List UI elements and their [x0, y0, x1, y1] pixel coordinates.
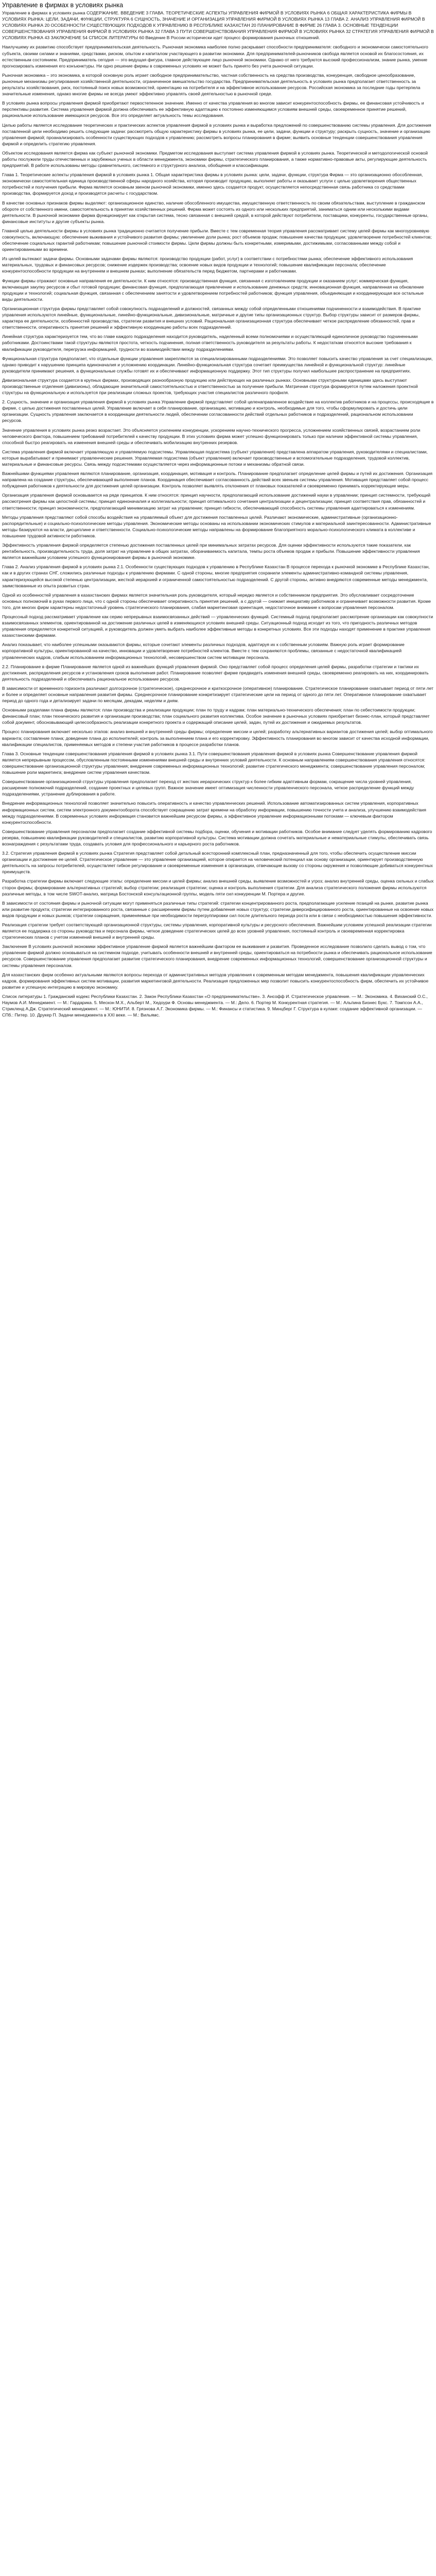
- paragraph: 2.2. Планирование в фирме Планирование является одной из важнейших функций управления фирмой. Оно представляет собой процесс определения целей фирмы, разработки стратегии и тактики их достижения, распределения ресурсов и установления сроков выполнения работ. Планирование позволяет фирме предвидеть изменения внешней среды, своевременно реагировать на них, координировать деятельность подразделений и обеспечивать рациональное использование ресурсов.: [2, 664, 429, 682]
- paragraph: Внедрение информационных технологий позволяет значительно повысить оперативность и качество управленческих решений. Использование автоматизированных систем управления, корпоративных информационных систем, систем электронного документооборота способствует сокращению затрат времени на обработку информации, повышению точности учета и анализа, улучшению взаимодействия между подразделениями. В современных условиях информация становится важнейшим ресурсом фирмы, а эффективное управление информационными потоками — ключевым фактором конкурентоспособности.: [2, 801, 426, 825]
- paragraph: Для казахстанских фирм особенно актуальными являются вопросы перехода от административных методов управления к современным методам менеджмента, повышения квалификации управленческих кадров, формирования эффективных систем мотивации, развития маркетинговой деятельности. Реализация предложенных мер позволит повысить конкурентоспособность фирм, обеспечить их устойчивое развитие и успешную интеграцию в мировую экономику.: [2, 972, 429, 990]
- paragraph: Глава 1. Теоретические аспекты управления фирмой в условиях рынка 1. Общая характеристика фирмы в условиях рынка: цели, задачи, функции, структура Фирма — это организационно обособленная, экономически самостоятельная единица производственной сферы народного хозяйства, которая производит продукцию, выполняет работы и оказывает услуги с целью удовлетворения общественных потребностей и получения прибыли. Фирма является основным звеном рыночной экономики, именно здесь создается продукт, осуществляется непосредственная связь работника со средствами производства, формируется доход и производятся расчеты с государством.: [2, 172, 423, 196]
- paragraph: Наилучшему их развитию способствует предпринимательская деятельность. Рыночная экономика наиболее полно раскрывает способности предпринимателя: свободного и экономически самостоятельного субъекта, своими силами и знаниями, средствами, риском, опытом и капиталом участвующего в развитии экономики. Для предпринимателей-рыночников свобода является основой их благосостояния, их естественным состоянием. Предприниматель сегодня — это ведущая фигура, главное действующее лицо рыночной экономики. Однако от него требуются высокий профессионализм, знание рынка, умение прогнозировать изменения его конъюнктуры. Ни одно решение фирмы в современных условиях не может быть принято без учета рыночной ситуации.: [2, 44, 428, 69]
- paragraph: Главной целью деятельности фирмы в условиях рынка традиционно считается получение прибыли. Вместе с тем современная теория управления рассматривает систему целей фирмы как многоуровневую совокупность, включающую: обеспечение выживания и устойчивого развития фирмы; увеличение доли рынка; рост объемов продаж; повышение качества продукции; удовлетворение потребностей клиентов; обеспечение социальных гарантий работникам; повышение рыночной стоимости фирмы. Цели фирмы должны быть конкретными, измеримыми, достижимыми, согласованными между собой и ориентированными во времени.: [2, 228, 432, 252]
- paragraph: Процесс планирования включает несколько этапов: анализ внешней и внутренней среды фирмы; определение миссии и целей; разработку альтернативных вариантов достижения целей; выбор оптимального варианта; составление плана; доведение плана до исполнителей; контроль за выполнением плана и его корректировку. Эффективность планирования во многом зависит от качества исходной информации, квалификации специалистов, применяемых методов и степени участия работников в процессе разработки планов.: [2, 729, 433, 747]
- paragraph: Реализация стратегии требует соответствующей организационной структуры, системы управления, корпоративной культуры и ресурсного обеспечения. Важнейшим условием успешной реализации стратегии является ее поддержка со стороны руководства и персонала фирмы, четкое доведение стратегических целей до всех уровней управления, постоянный контроль и своевременная корректировка стратегических планов с учетом изменений внешней и внутренней среды.: [2, 922, 432, 940]
- paragraph: Важнейшими функциями управления являются планирование, организация, координация, мотивация и контроль. Планирование предполагает определение целей фирмы и путей их достижения. Организация направлена на создание структуры, обеспечивающей выполнение планов. Координация обеспечивает согласованность действий всех звеньев системы управления. Мотивация представляет собой процесс побуждения работников к деятельности для достижения целей организации. Контроль позволяет выявлять отклонения от плановых показателей и своевременно принимать корректирующие меры.: [2, 471, 432, 489]
- paragraph: Дивизиональная структура создается в крупных фирмах, производящих разнообразную продукцию или действующих на различных рынках. Основными структурными единицами здесь выступают производственные отделения (дивизионы), обладающие значительной самостоятельностью и ответственностью за получение прибыли. Матричная структура формируется путем наложения проектной структуры на функциональную и используется при реализации сложных проектов, требующих участия специалистов различного профиля.: [2, 377, 418, 396]
- paragraph: Объектом исследования является фирма как субъект рыночной экономики. Предметом исследования выступает система управления фирмой в условиях рынка. Теоретической и методологической основой работы послужили труды отечественных и зарубежных ученых в области менеджмента, экономики фирмы, стратегического планирования, а также нормативно-правовые акты, регулирующие деятельность предприятий. В работе использованы методы сравнительного, системного и структурного анализа, обобщения и классификации.: [2, 150, 428, 168]
- paragraph: Эффективность управления фирмой определяется степенью достижения поставленных целей при минимальных затратах ресурсов. Для оценки эффективности используются такие показатели, как рентабельность, производительность труда, доля затрат на управление в общих затратах, оборачиваемость капитала, темпы роста объемов продаж и прибыли. Повышение эффективности управления является важнейшим условием успешного функционирования фирмы в рыночной экономике.: [2, 543, 420, 561]
- paragraph: Анализ показывает, что наиболее успешными оказываются фирмы, которые сочетают элементы различных подходов, адаптируя их к собственным условиям. Важную роль играет формирование корпоративной культуры, ориентированной на качество, инновации и удовлетворение потребностей клиентов. Вместе с тем сохраняются проблемы, связанные с недостаточной квалификацией управленческих кадров, слабым использованием информационных технологий, несовершенством систем мотивации персонала.: [2, 642, 405, 660]
- paragraph: 3.2. Стратегия управления фирмой в условиях рынка Стратегия представляет собой детальный всесторонний комплексный план, предназначенный для того, чтобы обеспечить осуществление миссии организации и достижение ее целей. Стратегическое управление — это управление организацией, которое опирается на человеческий потенциал как основу организации, ориентирует производственную деятельность на запросы потребителей, осуществляет гибкое регулирование и своевременные изменения в организации, отвечающие вызову со стороны окружения и позволяющие добиваться конкурентных преимуществ.: [2, 851, 433, 875]
- paragraph: В качестве основных признаков фирмы выделяют: организационное единство, наличие обособленного имущества, имущественную ответственность по своим обязательствам, выступление в гражданском обороте от собственного имени, самостоятельность в принятии хозяйственных решений. Фирма может состоять из одного или нескольких предприятий, заниматься одним или несколькими видами деятельности. В рыночной экономике фирма функционирует как открытая система, тесно связанная с внешней средой, в которой действуют потребители, поставщики, конкуренты, государственные органы, финансовые институты и другие субъекты рынка.: [2, 200, 429, 224]
- paragraph: Глава 2. Анализ управления фирмой в условиях рынка 2.1. Особенности существующих подходов к управлению в Республике Казахстан В процессе перехода к рыночной экономике в Республике Казахстан, как и в других странах СНГ, сложились различные подходы к управлению фирмами. С одной стороны, многие предприятия сохранили элементы административно-командной системы управления, характеризующейся высокой степенью централизации, жесткой иерархией и ограниченной самостоятельностью подразделений. С другой стороны, активно внедряются современные методы менеджмента, заимствованные из опыта развитых стран.: [2, 564, 430, 588]
- paragraph: Разработка стратегии фирмы включает следующие этапы: определение миссии и целей фирмы; анализ внешней среды, выявление возможностей и угроз; анализ внутренней среды, оценка сильных и слабых сторон фирмы; формирование альтернативных стратегий; выбор стратегии; реализация стратегии; оценка и контроль выполнения стратегии. Для анализа стратегического положения фирмы используются различные методы, в том числе SWOT-анализ, матрица Бостонской консультационной группы, модель пяти сил конкуренции М. Портера и другие.: [2, 878, 434, 896]
- paragraph: Значение управления в условиях рынка резко возрастает. Это объясняется усилением конкуренции, ускорением научно-технического прогресса, усложнением хозяйственных связей, возрастанием роли человеческого фактора, повышением требований потребителей к качеству продукции. В этих условиях фирма может успешно функционировать только при наличии эффективной системы управления, способной быстро реагировать на изменения внешней среды и обеспечивать мобилизацию внутренних резервов.: [2, 427, 421, 445]
- paragraph: Организация управления фирмой основывается на ряде принципов. К ним относятся: принцип научности, предполагающий использование достижений науки в управлении; принцип системности, требующий рассмотрения фирмы как целостной системы; принцип единоначалия и коллегиальности; принцип оптимального сочетания централизации и децентрализации; принцип соответствия прав, обязанностей и ответственности; принцип экономичности, предполагающий минимизацию затрат на управление; принцип гибкости, обеспечивающий способность системы управления адаптироваться к изменениям.: [2, 493, 431, 511]
- paragraph: В зависимости от состояния фирмы и рыночной ситуации могут применяться различные типы стратегий: стратегии концентрированного роста, предполагающие усиление позиций на рынке, развитие рынка или развитие продукта; стратегии интегрированного роста, связанные с расширением фирмы путем добавления новых структур; стратегии диверсифицированного роста, ориентированные на освоение новых видов продукции и новых рынков; стратегии сокращения, применяемые при необходимости перегруппировки сил после длительного периода роста или в связи с необходимостью повышения эффективности.: [2, 900, 434, 918]
- paragraph: Организационная структура фирмы представляет собой совокупность подразделений и должностей, связанных между собой определенными отношениями подчиненности и взаимодействия. В практике управления используются линейные, функциональные, линейно-функциональные, дивизиональные, матричные и другие типы организационных структур. Выбор структуры зависит от размеров фирмы, характера ее деятельности, особенностей производства, стратегии развития и внешних условий. Рациональная организационная структура обеспечивает четкое распределение обязанностей, прав и ответственности, оперативность принятия решений и эффективную координацию работы всех подразделений.: [2, 306, 421, 330]
- paragraph: Управление в фирмах в условиях рынка СОДЕРЖАНИЕ. ВВЕДЕНИЕ 3 ГЛАВА. ТЕОРЕТИЧЕСКИЕ АСПЕКТЫ УПРАВЛЕНИЯ ФИРМОЙ В УСЛОВИЯХ РЫНКА 6 ОБЩАЯ ХАРАКТЕРИСТИКА ФИРМЫ В УСЛОВИЯХ РЫНКА: ЦЕЛИ, ЗАДАЧИ, ФУНКЦИИ, СТРУКТУРА 6 СУЩНОСТЬ, ЗНАЧЕНИЕ И ОРГАНИЗАЦИЯ УПРАВЛЕНИЯ ФИРМОЙ В УСЛОВИЯХ РЫНКА 13 ГЛАВА 2. АНАЛИЗ УПРАВЛЕНИЯ ФИРМОЙ В УСЛОВИЯХ РЫНКА 20 ОСОБЕННОСТИ СУЩЕСТВУЮЩИХ ПОДХОДОВ К УПРАВЛЕНИЮ В РЕСПУБЛИКЕ КАЗАХСТАН 20 ПЛАНИРОВАНИЕ В ФИРМЕ 26 ГЛАВА 3. ОСНОВНЫЕ ТЕНДЕНЦИИ СОВЕРШЕНСТВОВАНИЯ УПРАВЛЕНИЯ ФИРМОЙ В УСЛОВИЯХ РЫНКА 32 ГЛАВА 3 ПУТИ СОВЕРШЕНСТВОВАНИЯ УПРАВЛЕНИЯ ФИРМОЙ В УСЛОВИЯХ РЫНКА 32 СТРАТЕГИЯ УПРАВЛЕНИЯ ФИРМОЙ В УСЛОВИЯХ РЫНКА 43 ЗАКЛЮЧЕНИЕ 54 СПИСОК ЛИТЕРАТУРЫ 60 Введение В России исторически идет процесс формирования рыночных отношений.: [2, 10, 434, 41]
- paragraph: Основными разделами плана фирмы являются: план производства и реализации продукции; план по труду и кадрам; план материально-технического обеспечения; план по себестоимости продукции; финансовый план; план технического развития и организации производства; план социального развития коллектива. Особое значение в рыночных условиях приобретает бизнес-план, который представляет собой документ, обосновывающий целесообразность реализации конкретного проекта и содержащий описание целей, задач, путей их достижения и ожидаемых результатов.: [2, 707, 430, 725]
- document: [0, 0, 436, 1023]
- paragraph: Процессный подход рассматривает управление как серию непрерывных взаимосвязанных действий — управленческих функций. Системный подход предполагает рассмотрение организации как совокупности взаимосвязанных элементов, ориентированной на достижение различных целей в изменяющихся условиях внешней среды. Ситуационный подход исходит из того, что пригодность различных методов управления определяется конкретной ситуацией, и руководитель должен уметь выбрать наиболее эффективные методы в конкретных условиях. Все эти подходы находят применение в практике управления казахстанскими фирмами.: [2, 614, 433, 638]
- paragraph: Совершенствование организационной структуры управления предполагает переход от жестких иерархических структур к более гибким адаптивным формам, сокращение числа уровней управления, расширение полномочий подразделений, создание проектных и целевых групп. Важное значение имеет оптимизация численности управленческого персонала, четкое распределение функций между подразделениями, устранение дублирования в работе.: [2, 779, 414, 797]
- document-title: Управление в фирмах в условиях рынка: [2, 2, 124, 9]
- paragraph: Линейная структура характеризуется тем, что во главе каждого подразделения находится руководитель, наделенный всеми полномочиями и осуществляющий единоличное руководство подчиненными работниками. Достоинствами такой структуры являются простота, четкость подчинения, полная ответственность руководителя за результаты работы. К недостаткам относятся высокие требования к квалификации руководителя, перегрузка информацией, трудности во взаимодействии между подразделениями.: [2, 334, 418, 352]
- paragraph: Функции фирмы отражают основные направления ее деятельности. К ним относятся: производственная функция, связанная с изготовлением продукции и оказанием услуг; коммерческая функция, включающая закупку ресурсов и сбыт готовой продукции; финансовая функция, предполагающая привлечение и использование денежных средств; инновационная функция, направленная на обновление продукции и технологий; социальная функция, связанная с обеспечением занятости и удовлетворением потребностей работников; функция управления, объединяющая и координирующая все остальные виды деятельности.: [2, 278, 424, 302]
- paragraph: Рыночная экономика – это экономика, в которой основную роль играет свободное предпринимательство, частная собственность на средства производства, конкуренция, свободное ценообразование, рыночные механизмы регулирования хозяйственной деятельности, ограниченное вмешательство государства. Предпринимательская деятельность в условиях рынка предполагает ответственность за результаты хозяйствования, риск, постоянный поиск новых возможностей, ориентацию на потребителя и на эффективное использование ресурсов. Российская экономика за последние годы претерпела значительные изменения, однако многие фирмы не всегда умеют эффективно управлять своей деятельностью в рыночной среде.: [2, 72, 421, 97]
- paragraph: Одной из особенностей управления в казахстанских фирмах является значительная роль руководителя, который нередко является и собственником предприятия. Это обусловливает сосредоточение основных полномочий в руках первого лица, что с одной стороны обеспечивает оперативность принятия решений, а с другой — снижает инициативу работников и ограничивает возможности развития. Кроме того, для многих фирм характерны недостаточный уровень стратегического планирования, слабая маркетинговая ориентация, недостаточное внимание к вопросам управления персоналом.: [2, 592, 431, 610]
- paragraph: Целью работы является исследование теоретических и практических аспектов управления фирмой в условиях рынка и выработка предложений по совершенствованию системы управления. Для достижения поставленной цели необходимо решить следующие задачи: рассмотреть общую характеристику фирмы в условиях рынка, ее цели, задачи, функции и структуру; раскрыть сущность, значение и организацию управления фирмой; проанализировать особенности существующих подходов к управлению; рассмотреть вопросы планирования в фирме; выявить основные тенденции совершенствования управления фирмой и определить стратегию управления.: [2, 122, 431, 146]
- paragraph: Система управления фирмой включает управляющую и управляемую подсистемы. Управляющая подсистема (субъект управления) представлена аппаратом управления, руководителями и специалистами, которые вырабатывают и принимают управленческие решения. Управляемая подсистема (объект управления) включает производственные и вспомогательные подразделения, трудовой коллектив, материальные и финансовые ресурсы. Связь между подсистемами осуществляется через информационные потоки и механизмы обратной связи.: [2, 449, 428, 467]
- paragraph: Глава 3. Основные тенденции совершенствования управления фирмой в условиях рынка 3.1. Пути совершенствования управления фирмой в условиях рынка Совершенствование управления фирмой является непрерывным процессом, обусловленным постоянными изменениями внешней среды и внутренних условий деятельности. К основным направлениям совершенствования управления относятся: совершенствование организационной структуры управления; внедрение современных информационных технологий; развитие стратегического менеджмента; совершенствование управления персоналом; повышение роли маркетинга; внедрение систем управления качеством.: [2, 751, 426, 775]
- paragraph: Совершенствование управления персоналом предполагает создание эффективной системы подбора, оценки, обучения и мотивации работников. Особое внимание следует уделять формированию кадрового резерва, повышению квалификации руководителей и специалистов, развитию корпоративной культуры. Система мотивации должна сочетать материальные и нематериальные стимулы, обеспечивать связь вознаграждения с результатами труда, создавать условия для профессионального и карьерного роста работников.: [2, 828, 432, 846]
- paragraph: Функциональная структура предполагает, что отдельные функции управления закрепляются за специализированными подразделениями. Это позволяет повысить качество управления за счет специализации, однако приводит к нарушению принципа единоначалия и усложнению координации. Линейно-функциональная структура сочетает преимущества линейной и функциональной структур: линейные руководители принимают решения, а функциональные службы готовят их и обеспечивают информационную поддержку. Этот тип структуры получил наибольшее распространение на предприятиях.: [2, 355, 433, 374]
- paragraph: 2. Сущность, значение и организация управления фирмой в условиях рынка Управление фирмой представляет собой целенаправленное воздействие на коллектив работников и на процессы, происходящие в фирме, с целью достижения поставленных целей. Управление включает в себя планирование, организацию, мотивацию и контроль, необходимые для того, чтобы сформулировать и достичь цели организации. Сущность управления заключается в координации деятельности людей, обеспечении согласованности действий отдельных работников и подразделений, рациональном использовании ресурсов.: [2, 399, 434, 423]
- paragraph: В зависимости от временного горизонта различают долгосрочное (стратегическое), среднесрочное и краткосрочное (оперативное) планирование. Стратегическое планирование охватывает период от пяти лет и более и определяет основные направления развития фирмы. Среднесрочное планирование конкретизирует стратегические цели на период от одного до пяти лет. Оперативное планирование охватывает период до одного года и детализирует задачи по месяцам, декадам, неделям и дням.: [2, 685, 433, 704]
- paragraph: Заключение В условиях рыночной экономики эффективное управление фирмой является важнейшим фактором ее выживания и развития. Проведенное исследование позволило сделать вывод о том, что управление фирмой должно основываться на системном подходе, учитывать особенности внешней и внутренней среды, ориентироваться на потребности рынка и обеспечивать рациональное использование ресурсов. Совершенствование управления предполагает развитие стратегического планирования, внедрение современных информационных технологий, совершенствование организационной структуры и системы управления персоналом.: [2, 944, 432, 968]
- document-body: [2, 10, 434, 1018]
- paragraph: Из целей вытекают задачи фирмы. Основными задачами фирмы являются: производство продукции (работ, услуг) в соответствии с потребностями рынка; обеспечение эффективного использования материальных, трудовых и финансовых ресурсов; снижение издержек производства; освоение новых видов продукции и технологий; повышение квалификации персонала; обеспечение конкурентоспособности продукции на внутреннем и внешнем рынках; выполнение обязательств перед бюджетом, партнерами и работниками.: [2, 256, 413, 274]
- paragraph: В условиях рынка вопросы управления фирмой приобретают первостепенное значение. Именно от качества управления во многом зависит конкурентоспособность фирмы, ее финансовая устойчивость и перспективы развития. Система управления фирмой должна обеспечивать ее эффективную адаптацию к постоянно изменяющимся условиям внешней среды, своевременное принятие решений, рациональное использование имеющихся ресурсов. Все это определяет актуальность темы исследования.: [2, 100, 424, 118]
- paragraph: Список литературы 1. Гражданский кодекс Республики Казахстан. 2. Закон Республики Казахстан «О предпринимательстве». 3. Ансофф И. Стратегическое управление. — М.: Экономика. 4. Виханский О.С., Наумов А.И. Менеджмент. — М.: Гардарика. 5. Мескон М.Х., Альберт М., Хедоури Ф. Основы менеджмента. — М.: Дело. 6. Портер М. Конкурентная стратегия. — М.: Альпина Бизнес Букс. 7. Томпсон А.А., Стрикленд А.Дж. Стратегический менеджмент. — М.: ЮНИТИ. 8. Грязнова А.Г. Экономика фирмы. — М.: Финансы и статистика. 9. Минцберг Г. Структура в кулаке: создание эффективной организации. — СПб.: Питер. 10. Друкер П. Задачи менеджмента в XXI веке. — М.: Вильямс.: [2, 993, 428, 1018]
- paragraph: Методы управления представляют собой способы воздействия на управляемый объект для достижения поставленных целей. Различают экономические, административные (организационно-распорядительные) и социально-психологические методы управления. Экономические методы основаны на использовании экономических стимулов и материальной заинтересованности. Административные методы базируются на власти, дисциплине и ответственности. Социально-психологические методы направлены на формирование благоприятного морально-психологического климата в коллективе и повышение трудовой активности работников.: [2, 514, 431, 538]
